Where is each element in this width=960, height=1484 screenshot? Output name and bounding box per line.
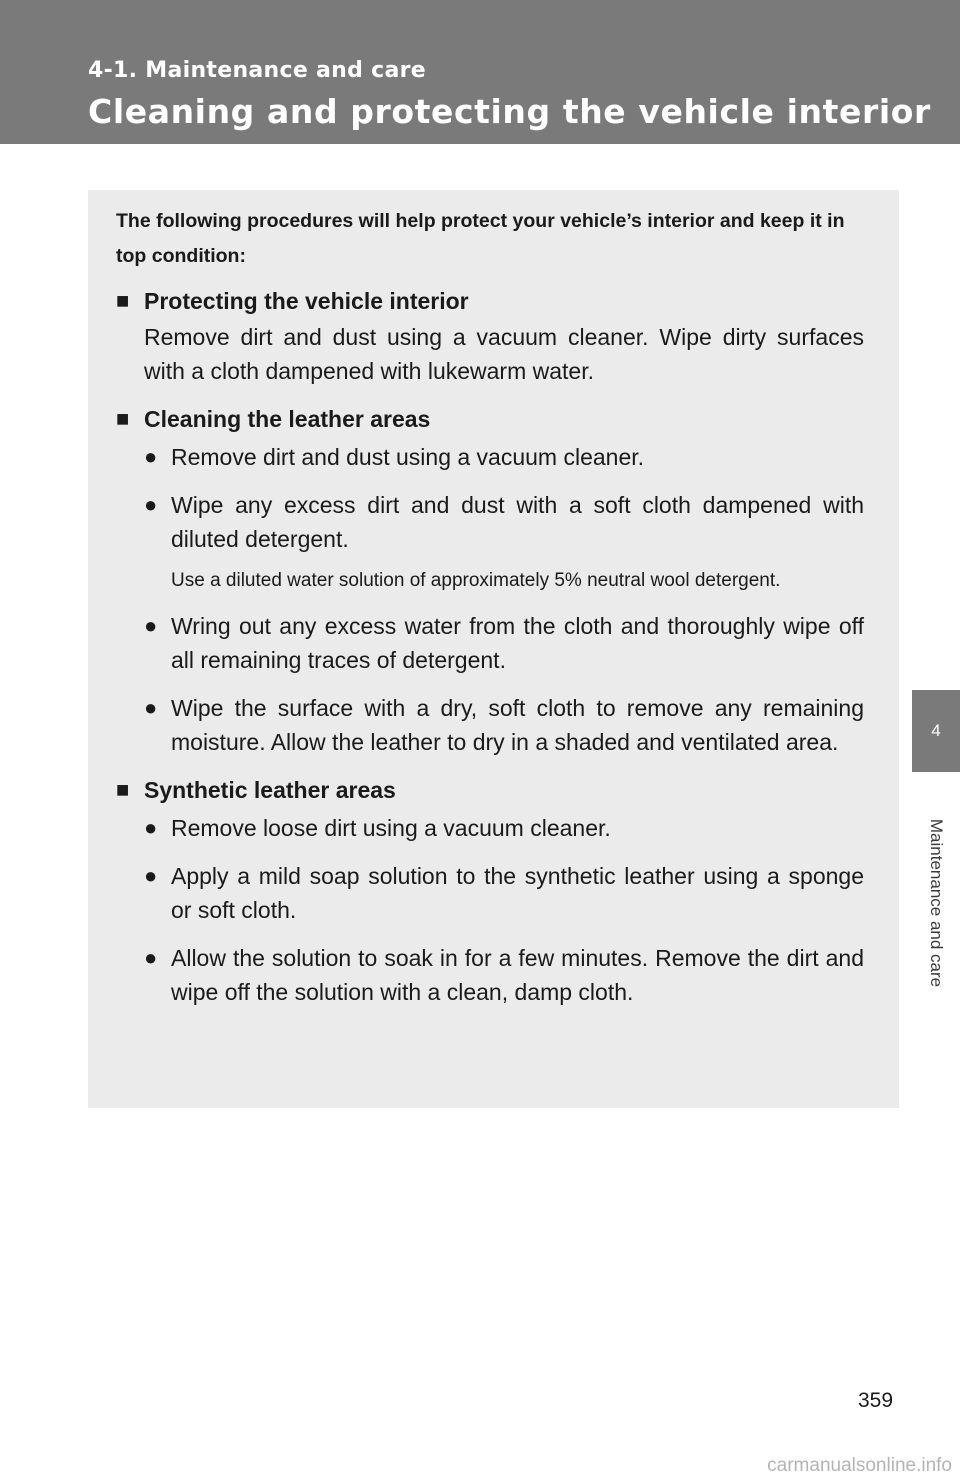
circle-bullet-icon: ● [144,492,158,517]
list-item-text: Wipe any excess dirt and dust with a soft cloth dampened with diluted detergent. [171,492,864,552]
section-heading-text: Synthetic leather areas [144,777,396,803]
section-paragraph: Remove dirt and dust using a vacuum cleaner. Wipe dirty surfaces with a cloth dampened with lukewarm water. [144,324,864,384]
list-item [144,811,864,845]
circle-bullet-icon: ● [144,695,158,720]
list-item-text: Wipe the surface with a dry, soft cloth to remove any remaining moisture. Allow the leather to dry in a shaded and ventilated area. [171,695,864,755]
circle-bullet-icon: ● [144,945,158,970]
detergent-note: Use a diluted water solution of approximately 5% neutral wool detergent. [171,570,781,591]
chapter-tab [912,690,960,772]
list-item [144,941,864,1009]
section-heading-protecting [116,284,864,318]
watermark: carmanualsonline.info [767,1455,952,1476]
list-item-text: Allow the solution to soak in for a few minutes. Remove the dirt and wipe off the solution with a clean, damp cloth. [171,945,864,1005]
list-item-text: Remove loose dirt using a vacuum cleaner. [171,815,611,841]
square-bullet-icon: ■ [116,406,130,431]
intro-text: The following procedures will help protect your vehicle’s interior and keep it in top condition: [116,210,845,267]
list-item [144,488,864,556]
circle-bullet-icon: ● [144,863,158,888]
content-box [88,190,899,1108]
chapter-label-text: Maintenance and care [927,818,947,988]
list-item-text: Wring out any excess water from the cloth and thoroughly wipe off all remaining traces of detergent. [171,613,864,673]
list-item [144,609,864,677]
section-heading-text: Cleaning the leather areas [144,406,431,432]
circle-bullet-icon: ● [144,613,158,638]
section-heading-leather [116,402,864,436]
section-label: 4-1. Maintenance and care [88,58,427,83]
chapter-label [912,778,960,1028]
list-item-text: Apply a mild soap solution to the synthetic leather using a sponge or soft cloth. [171,863,864,923]
list-item [144,859,864,927]
page-header [0,0,960,144]
section-heading-synthetic [116,773,864,807]
section-heading-text: Protecting the vehicle interior [144,288,469,314]
page-number: 359 [858,1389,894,1412]
circle-bullet-icon: ● [144,444,158,469]
square-bullet-icon: ■ [116,777,130,802]
chapter-number: 4 [931,721,941,740]
circle-bullet-icon: ● [144,815,158,840]
page-title: Cleaning and protecting the vehicle interior [88,92,931,131]
square-bullet-icon: ■ [116,288,130,313]
list-item-text: Remove dirt and dust using a vacuum cleaner. [171,444,645,470]
list-item [144,691,864,759]
list-item [144,440,864,474]
